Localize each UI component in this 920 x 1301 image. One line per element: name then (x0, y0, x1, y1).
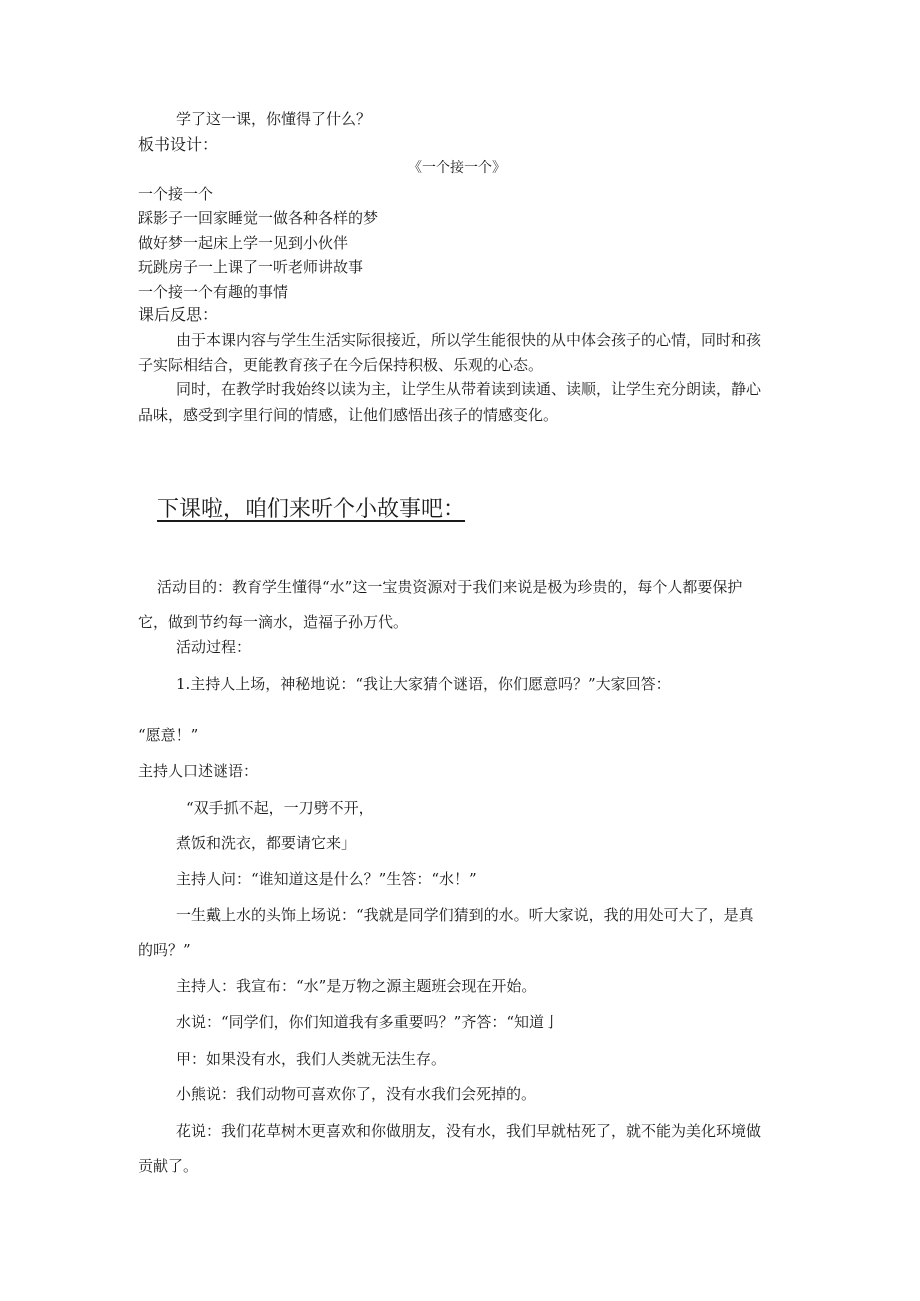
riddle-intro: 主持人口述谜语： (138, 762, 259, 780)
board-line: 玩跳房子一上课了一听老师讲故事 (138, 258, 364, 276)
water-speech-line-2: 的吗？” (138, 941, 191, 959)
reflection-label: 课后反思： (138, 305, 219, 324)
lesson-question: 学了这一课，你懂得了什么？ (176, 110, 372, 128)
reflection-paragraph-1-line-1: 由于本课内容与学生生活实际很接近，所以学生能很快的从中体会孩子的心情，同时和孩 (176, 331, 762, 349)
activity-purpose-line-2: 它，做到节约每一滴水，造福子孙万代。 (138, 613, 409, 631)
flower-line-1: 花说：我们花草树木更喜欢和你做朋友，没有水，我们早就枯死了，就不能为美化环境做 (176, 1122, 762, 1140)
host-announcement: 主持人：我宣布：“水”是万物之源主题班会现在开始。 (176, 977, 537, 995)
host-question: 主持人问：“谁知道这是什么？”生答：“水！” (176, 870, 477, 888)
step-1: 1.主持人上场，神秘地说：“我让大家猜个谜语，你们愿意吗？”大家回答： (176, 675, 671, 693)
riddle-line-2: 煮饭和洗衣，都要请它来」 (176, 834, 357, 852)
flower-line-2: 贡献了。 (138, 1157, 199, 1175)
board-line: 一个接一个有趣的事情 (138, 283, 289, 301)
water-says: 水说：“同学们，你们知道我有多重要吗？”齐答：“知道亅 (176, 1013, 560, 1031)
little-bear: 小熊说：我们动物可喜欢你了，没有水我们会死掉的。 (176, 1085, 537, 1103)
board-line: 踩影子一回家睡觉一做各种各样的梦 (138, 209, 379, 227)
board-line: 做好梦一起床上学一见到小伙伴 (138, 234, 349, 252)
board-title: 《一个接一个》 (408, 160, 506, 176)
reflection-paragraph-1-line-2: 子实际相结合，更能教育孩子在今后保持积极、乐观的心态。 (138, 356, 544, 374)
audience-answer: “愿意！” (138, 726, 199, 744)
student-jia: 甲：如果没有水，我们人类就无法生存。 (176, 1050, 447, 1068)
reflection-paragraph-2-line-2: 品味，感受到字里行间的情感，让他们感悟出孩子的情感变化。 (138, 406, 559, 424)
water-speech-line-1: 一生戴上水的头饰上场说：“我就是同学们猜到的水。听大家说，我的用处可大了，是真 (176, 906, 754, 924)
story-heading: 下课啦，咱们来听个小故事吧： (157, 497, 466, 522)
board-line: 一个接一个 (138, 185, 214, 203)
board-design-label: 板书设计： (138, 135, 219, 154)
reflection-paragraph-2-line-1: 同时，在教学时我始终以读为主，让学生从带着读到读通、读顺，让学生充分朗读，静心 (176, 380, 762, 398)
activity-purpose-line-1: 活动目的：教育学生懂得“水”这一宝贵资源对于我们来说是极为珍贵的，每个人都要保护 (157, 578, 743, 596)
activity-process-label: 活动过程： (176, 638, 252, 656)
riddle-line-1: “双手抓不起，一刀劈不开， (186, 799, 374, 817)
